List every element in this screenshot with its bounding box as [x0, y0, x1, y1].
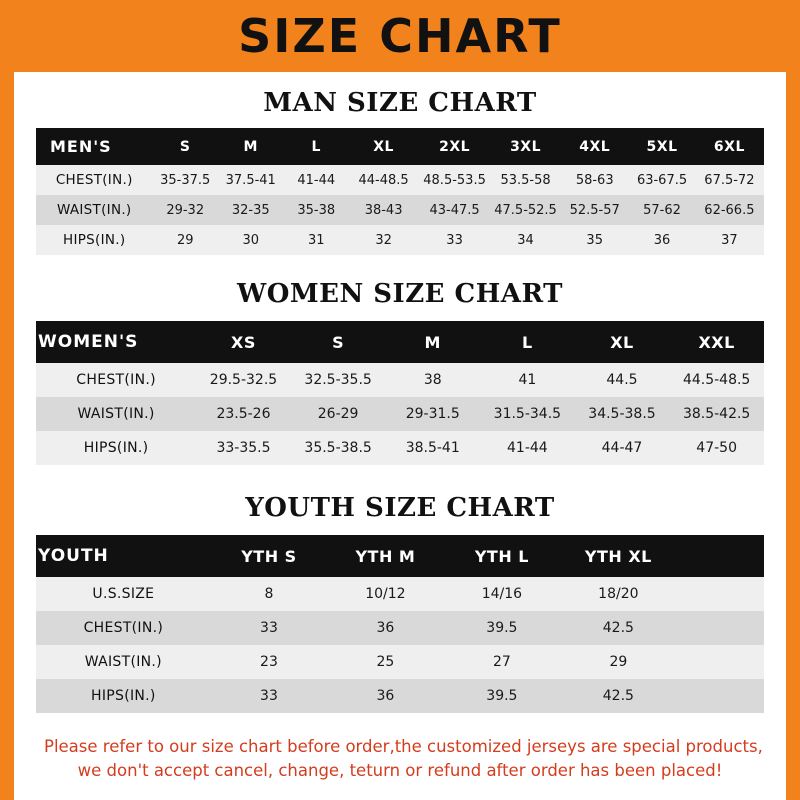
content [14, 88, 786, 783]
youth-header-cell-0: YOUTH [36, 535, 211, 577]
man-cell-0-8: 67.5-72 [695, 165, 764, 195]
youth-cell-3-3: 42.5 [560, 679, 676, 713]
man-header-cell-4: XL [349, 128, 418, 165]
women-cell-0-0: 29.5-32.5 [196, 363, 291, 397]
man-cell-2-1: 30 [218, 225, 284, 255]
youth-cell-0-2: 14/16 [444, 577, 560, 611]
youth-cell-2-3: 29 [560, 645, 676, 679]
women-cell-1-0: 23.5-26 [196, 397, 291, 431]
women-row-0-label: CHEST(IN.) [36, 363, 196, 397]
women-cell-2-3: 41-44 [480, 431, 575, 465]
women-cell-1-4: 34.5-38.5 [575, 397, 670, 431]
man-header-cell-9: 6XL [695, 128, 764, 165]
man-header-cell-0: MEN'S [36, 128, 152, 165]
youth-cell-3-1: 36 [327, 679, 443, 713]
table-row [36, 225, 764, 255]
youth-header-cell-3: YTH L [444, 535, 560, 577]
women-section-title: WOMEN SIZE CHART [237, 279, 563, 309]
man-cell-1-7: 57-62 [629, 195, 695, 225]
youth-header-cell-1: YTH S [211, 535, 327, 577]
women-cell-2-2: 38.5-41 [385, 431, 480, 465]
youth-header-cell-2: YTH M [327, 535, 443, 577]
women-table-head [36, 321, 764, 363]
youth-row-0-label: U.S.SIZE [36, 577, 211, 611]
youth-cell-0-0: 8 [211, 577, 327, 611]
women-header-cell-6: XXL [669, 321, 764, 363]
man-table-head [36, 128, 764, 165]
man-cell-2-3: 32 [349, 225, 418, 255]
table-row [36, 363, 764, 397]
table-row [36, 431, 764, 465]
women-cell-0-1: 32.5-35.5 [291, 363, 386, 397]
youth-table-body [36, 577, 764, 713]
youth-cell-1-3: 42.5 [560, 611, 676, 645]
women-cell-0-2: 38 [385, 363, 480, 397]
youth-row-2-label: WAIST(IN.) [36, 645, 211, 679]
women-cell-2-5: 47-50 [669, 431, 764, 465]
youth-cell-3-pad [677, 679, 764, 713]
youth-cell-0-pad [677, 577, 764, 611]
youth-cell-1-2: 39.5 [444, 611, 560, 645]
man-header-cell-5: 2XL [418, 128, 491, 165]
man-cell-2-2: 31 [284, 225, 350, 255]
table-row [36, 397, 764, 431]
man-header-cell-7: 4XL [560, 128, 629, 165]
man-header-cell-2: M [218, 128, 284, 165]
man-cell-0-3: 44-48.5 [349, 165, 418, 195]
women-size-table [36, 321, 764, 465]
table-row [36, 577, 764, 611]
banner [0, 0, 800, 72]
table-row [36, 679, 764, 713]
man-cell-1-4: 43-47.5 [418, 195, 491, 225]
man-table-body [36, 165, 764, 255]
table-header-row [36, 321, 764, 363]
man-cell-0-5: 53.5-58 [491, 165, 560, 195]
table-header-row [36, 535, 764, 577]
women-cell-0-4: 44.5 [575, 363, 670, 397]
women-cell-0-3: 41 [480, 363, 575, 397]
women-cell-1-5: 38.5-42.5 [669, 397, 764, 431]
man-cell-2-0: 29 [152, 225, 218, 255]
table-row [36, 645, 764, 679]
man-cell-1-6: 52.5-57 [560, 195, 629, 225]
table-header-row [36, 128, 764, 165]
youth-cell-3-0: 33 [211, 679, 327, 713]
man-cell-2-8: 37 [695, 225, 764, 255]
women-cell-0-5: 44.5-48.5 [669, 363, 764, 397]
man-size-table [36, 128, 764, 255]
table-row [36, 165, 764, 195]
youth-row-1-label: CHEST(IN.) [36, 611, 211, 645]
youth-cell-2-2: 27 [444, 645, 560, 679]
women-cell-2-1: 35.5-38.5 [291, 431, 386, 465]
man-cell-1-5: 47.5-52.5 [491, 195, 560, 225]
footer-note [36, 735, 764, 783]
women-cell-2-0: 33-35.5 [196, 431, 291, 465]
women-cell-1-2: 29-31.5 [385, 397, 480, 431]
man-header-cell-6: 3XL [491, 128, 560, 165]
youth-cell-0-1: 10/12 [327, 577, 443, 611]
man-cell-2-7: 36 [629, 225, 695, 255]
women-cell-1-1: 26-29 [291, 397, 386, 431]
man-cell-1-2: 35-38 [284, 195, 350, 225]
man-cell-2-6: 35 [560, 225, 629, 255]
man-cell-1-0: 29-32 [152, 195, 218, 225]
women-header-cell-2: S [291, 321, 386, 363]
youth-cell-0-3: 18/20 [560, 577, 676, 611]
youth-cell-1-pad [677, 611, 764, 645]
man-cell-2-5: 34 [491, 225, 560, 255]
youth-size-table [36, 535, 764, 713]
man-cell-2-4: 33 [418, 225, 491, 255]
man-row-1-label: WAIST(IN.) [36, 195, 152, 225]
man-header-cell-3: L [284, 128, 350, 165]
man-row-2-label: HIPS(IN.) [36, 225, 152, 255]
youth-header-cell-4: YTH XL [560, 535, 676, 577]
man-header-cell-1: S [152, 128, 218, 165]
women-row-1-label: WAIST(IN.) [36, 397, 196, 431]
youth-cell-2-1: 25 [327, 645, 443, 679]
man-cell-0-1: 37.5-41 [218, 165, 284, 195]
youth-cell-2-pad [677, 645, 764, 679]
youth-section-title: YOUTH SIZE CHART [245, 493, 555, 523]
man-cell-0-7: 63-67.5 [629, 165, 695, 195]
women-header-cell-0: WOMEN'S [36, 321, 196, 363]
man-cell-1-1: 32-35 [218, 195, 284, 225]
youth-header-cell-pad [677, 535, 764, 577]
man-header-cell-8: 5XL [629, 128, 695, 165]
youth-table-head [36, 535, 764, 577]
youth-cell-1-1: 36 [327, 611, 443, 645]
women-header-cell-1: XS [196, 321, 291, 363]
man-cell-1-8: 62-66.5 [695, 195, 764, 225]
page-title: SIZE CHART [238, 9, 562, 63]
footer-note-line-1: Please refer to our size chart before order,the customized jerseys are special products, [44, 737, 763, 756]
youth-cell-1-0: 33 [211, 611, 327, 645]
man-cell-0-2: 41-44 [284, 165, 350, 195]
women-cell-2-4: 44-47 [575, 431, 670, 465]
footer-note-line-2: we don't accept cancel, change, teturn or refund after order has been placed! [77, 760, 723, 780]
youth-row-3-label: HIPS(IN.) [36, 679, 211, 713]
women-header-cell-4: L [480, 321, 575, 363]
man-cell-0-0: 35-37.5 [152, 165, 218, 195]
man-row-0-label: CHEST(IN.) [36, 165, 152, 195]
table-row [36, 611, 764, 645]
youth-cell-3-2: 39.5 [444, 679, 560, 713]
man-cell-1-3: 38-43 [349, 195, 418, 225]
table-row [36, 195, 764, 225]
man-section-title: MAN SIZE CHART [263, 88, 537, 118]
man-cell-0-6: 58-63 [560, 165, 629, 195]
women-header-cell-5: XL [575, 321, 670, 363]
women-cell-1-3: 31.5-34.5 [480, 397, 575, 431]
women-header-cell-3: M [385, 321, 480, 363]
women-row-2-label: HIPS(IN.) [36, 431, 196, 465]
women-table-body [36, 363, 764, 465]
man-cell-0-4: 48.5-53.5 [418, 165, 491, 195]
youth-cell-2-0: 23 [211, 645, 327, 679]
